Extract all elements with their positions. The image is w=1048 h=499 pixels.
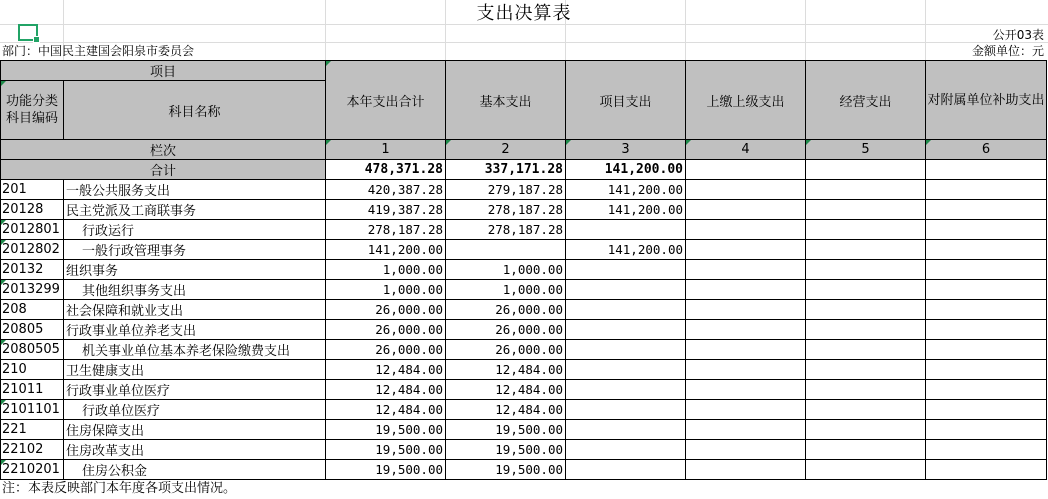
amount-cell[interactable] xyxy=(566,400,686,420)
header-col-business[interactable]: 经营支出 xyxy=(806,61,926,140)
amount-cell[interactable]: 19,500.00 xyxy=(446,420,566,440)
amount-cell[interactable] xyxy=(926,420,1047,440)
subject-code[interactable]: 2210201 xyxy=(1,460,64,480)
amount-cell[interactable]: 26,000.00 xyxy=(446,300,566,320)
amount-cell[interactable] xyxy=(566,440,686,460)
amount-cell[interactable] xyxy=(686,280,806,300)
subject-name[interactable]: 住房保障支出 xyxy=(64,420,326,440)
header-item[interactable]: 项目 xyxy=(1,61,326,81)
amount-cell[interactable] xyxy=(806,460,926,480)
amount-cell[interactable] xyxy=(926,200,1047,220)
subject-code[interactable]: 2080505 xyxy=(1,340,64,360)
total-value[interactable]: 337,171.28 xyxy=(446,160,566,180)
amount-cell[interactable]: 26,000.00 xyxy=(326,320,446,340)
amount-cell[interactable]: 19,500.00 xyxy=(326,440,446,460)
amount-cell[interactable] xyxy=(806,320,926,340)
amount-cell[interactable] xyxy=(926,260,1047,280)
subject-name[interactable]: 社会保障和就业支出 xyxy=(64,300,326,320)
amount-cell[interactable] xyxy=(806,280,926,300)
amount-cell[interactable] xyxy=(806,200,926,220)
amount-cell[interactable] xyxy=(926,300,1047,320)
amount-cell[interactable] xyxy=(926,280,1047,300)
amount-cell[interactable] xyxy=(686,340,806,360)
total-value[interactable] xyxy=(686,160,806,180)
amount-cell[interactable]: 1,000.00 xyxy=(326,260,446,280)
amount-cell[interactable]: 141,200.00 xyxy=(566,180,686,200)
table-row xyxy=(1,380,1047,400)
subject-name[interactable]: 一般公共服务支出 xyxy=(64,180,326,200)
amount-cell[interactable]: 26,000.00 xyxy=(446,340,566,360)
amount-cell[interactable] xyxy=(686,400,806,420)
table-row xyxy=(1,180,1047,200)
amount-cell[interactable] xyxy=(806,380,926,400)
amount-cell[interactable] xyxy=(926,400,1047,420)
page-title: 支出决算表 xyxy=(476,3,572,24)
amount-cell[interactable]: 12,484.00 xyxy=(446,380,566,400)
amount-cell[interactable]: 12,484.00 xyxy=(326,400,446,420)
table-row xyxy=(1,420,1047,440)
subject-code[interactable]: 221 xyxy=(1,420,64,440)
amount-cell[interactable] xyxy=(806,300,926,320)
amount-cell[interactable] xyxy=(566,260,686,280)
col-number-2[interactable]: 2 xyxy=(446,140,566,160)
subject-name[interactable]: 行政运行 xyxy=(64,220,326,240)
amount-cell[interactable] xyxy=(926,220,1047,240)
amount-cell[interactable] xyxy=(566,420,686,440)
amount-cell[interactable] xyxy=(926,440,1047,460)
amount-cell[interactable]: 419,387.28 xyxy=(326,200,446,220)
table-row xyxy=(1,360,1047,380)
subject-code[interactable]: 2012801 xyxy=(1,220,64,240)
table-row xyxy=(1,340,1047,360)
header-col-upper[interactable]: 上缴上级支出 xyxy=(686,61,806,140)
amount-cell[interactable] xyxy=(686,180,806,200)
amount-cell[interactable] xyxy=(566,300,686,320)
amount-cell[interactable] xyxy=(566,360,686,380)
amount-cell[interactable] xyxy=(806,360,926,380)
amount-cell[interactable] xyxy=(806,180,926,200)
amount-cell[interactable] xyxy=(686,240,806,260)
header-col-project[interactable]: 项目支出 xyxy=(566,61,686,140)
table-row xyxy=(1,280,1047,300)
amount-cell[interactable]: 278,187.28 xyxy=(446,220,566,240)
amount-cell[interactable] xyxy=(686,320,806,340)
amount-cell[interactable]: 1,000.00 xyxy=(446,280,566,300)
amount-cell[interactable] xyxy=(926,460,1047,480)
table-row xyxy=(1,460,1047,480)
subject-name[interactable]: 机关事业单位基本养老保险缴费支出 xyxy=(64,340,326,360)
amount-cell[interactable] xyxy=(446,240,566,260)
amount-cell[interactable]: 12,484.00 xyxy=(446,400,566,420)
table-row xyxy=(1,400,1047,420)
total-value[interactable]: 478,371.28 xyxy=(326,160,446,180)
col-number-4[interactable]: 4 xyxy=(686,140,806,160)
table-row xyxy=(1,440,1047,460)
amount-cell[interactable]: 26,000.00 xyxy=(326,300,446,320)
subject-code[interactable]: 21011 xyxy=(1,380,64,400)
subject-code[interactable]: 20805 xyxy=(1,320,64,340)
amount-cell[interactable] xyxy=(686,420,806,440)
subject-name[interactable]: 卫生健康支出 xyxy=(64,360,326,380)
amount-cell[interactable]: 1,000.00 xyxy=(326,280,446,300)
amount-cell[interactable] xyxy=(686,200,806,220)
amount-cell[interactable] xyxy=(926,180,1047,200)
amount-cell[interactable] xyxy=(926,380,1047,400)
amount-cell[interactable]: 12,484.00 xyxy=(326,380,446,400)
amount-cell[interactable] xyxy=(806,260,926,280)
amount-cell[interactable] xyxy=(686,460,806,480)
amount-cell[interactable]: 279,187.28 xyxy=(446,180,566,200)
amount-cell[interactable] xyxy=(926,340,1047,360)
table-row xyxy=(1,240,1047,260)
subject-name[interactable]: 住房改革支出 xyxy=(64,440,326,460)
subject-code[interactable]: 2012802 xyxy=(1,240,64,260)
amount-cell[interactable] xyxy=(806,340,926,360)
header-col-basic[interactable]: 基本支出 xyxy=(446,61,566,140)
col-number-1[interactable]: 1 xyxy=(326,140,446,160)
subject-code[interactable]: 201 xyxy=(1,180,64,200)
amount-cell[interactable] xyxy=(566,280,686,300)
header-lanci[interactable]: 栏次 xyxy=(1,140,326,160)
subject-code[interactable]: 2013299 xyxy=(1,280,64,300)
amount-cell[interactable] xyxy=(686,260,806,280)
table-row xyxy=(1,200,1047,220)
subject-name[interactable]: 民主党派及工商联事务 xyxy=(64,200,326,220)
amount-cell[interactable] xyxy=(806,440,926,460)
table-row xyxy=(1,220,1047,240)
amount-cell[interactable] xyxy=(686,380,806,400)
amount-cell[interactable] xyxy=(566,320,686,340)
subject-code[interactable]: 20128 xyxy=(1,200,64,220)
subject-name[interactable]: 住房公积金 xyxy=(64,460,326,480)
table-row xyxy=(1,260,1047,280)
amount-cell[interactable]: 278,187.28 xyxy=(446,200,566,220)
amount-cell[interactable] xyxy=(566,460,686,480)
header-col-subsidy[interactable]: 对附属单位补助支出 xyxy=(926,61,1047,140)
amount-cell[interactable]: 12,484.00 xyxy=(326,360,446,380)
total-value[interactable] xyxy=(806,160,926,180)
col-number-6[interactable]: 6 xyxy=(926,140,1047,160)
amount-cell[interactable]: 19,500.00 xyxy=(446,440,566,460)
amount-cell[interactable] xyxy=(806,420,926,440)
amount-cell[interactable] xyxy=(686,360,806,380)
subject-code[interactable]: 208 xyxy=(1,300,64,320)
department-label: 部门：中国民主建国会阳泉市委员会 xyxy=(2,44,195,58)
header-code[interactable]: 功能分类科目编码 xyxy=(1,81,64,140)
amount-cell[interactable]: 278,187.28 xyxy=(326,220,446,240)
subject-name[interactable]: 行政单位医疗 xyxy=(64,400,326,420)
header-name[interactable]: 科目名称 xyxy=(64,81,326,140)
amount-cell[interactable]: 26,000.00 xyxy=(446,320,566,340)
expenditure-table xyxy=(0,60,1047,480)
footnote: 注：本表反映部门本年度各项支出情况。 xyxy=(2,481,237,496)
amount-cell[interactable]: 19,500.00 xyxy=(446,460,566,480)
amount-cell[interactable]: 141,200.00 xyxy=(326,240,446,260)
amount-cell[interactable] xyxy=(566,220,686,240)
table-row xyxy=(1,300,1047,320)
amount-cell[interactable] xyxy=(806,400,926,420)
total-label[interactable]: 合计 xyxy=(1,160,326,180)
subject-name[interactable]: 行政事业单位养老支出 xyxy=(64,320,326,340)
amount-cell[interactable] xyxy=(806,240,926,260)
amount-cell[interactable]: 141,200.00 xyxy=(566,240,686,260)
subject-code[interactable]: 22102 xyxy=(1,440,64,460)
amount-cell[interactable] xyxy=(686,300,806,320)
amount-cell[interactable]: 1,000.00 xyxy=(446,260,566,280)
selected-cell-cursor[interactable] xyxy=(18,24,38,41)
subject-code[interactable]: 20132 xyxy=(1,260,64,280)
amount-cell[interactable]: 26,000.00 xyxy=(326,340,446,360)
amount-cell[interactable] xyxy=(926,360,1047,380)
subject-name[interactable]: 组织事务 xyxy=(64,260,326,280)
table-row xyxy=(1,320,1047,340)
amount-cell[interactable] xyxy=(566,340,686,360)
subject-code[interactable]: 210 xyxy=(1,360,64,380)
form-number: 公开03表 xyxy=(992,28,1044,42)
amount-cell[interactable]: 19,500.00 xyxy=(326,460,446,480)
amount-cell[interactable] xyxy=(686,440,806,460)
amount-cell[interactable]: 19,500.00 xyxy=(326,420,446,440)
amount-cell[interactable] xyxy=(686,220,806,240)
amount-cell[interactable] xyxy=(806,220,926,240)
header-col-total[interactable]: 本年支出合计 xyxy=(326,61,446,140)
subject-name[interactable]: 一般行政管理事务 xyxy=(64,240,326,260)
amount-cell[interactable]: 141,200.00 xyxy=(566,200,686,220)
amount-cell[interactable] xyxy=(926,320,1047,340)
unit-label: 金额单位：元 xyxy=(971,44,1044,58)
amount-cell[interactable]: 12,484.00 xyxy=(446,360,566,380)
total-row xyxy=(1,160,1047,180)
col-number-3[interactable]: 3 xyxy=(566,140,686,160)
subject-code[interactable]: 2101101 xyxy=(1,400,64,420)
subject-name[interactable]: 其他组织事务支出 xyxy=(64,280,326,300)
amount-cell[interactable]: 420,387.28 xyxy=(326,180,446,200)
total-value[interactable]: 141,200.00 xyxy=(566,160,686,180)
subject-name[interactable]: 行政事业单位医疗 xyxy=(64,380,326,400)
col-number-5[interactable]: 5 xyxy=(806,140,926,160)
amount-cell[interactable] xyxy=(926,240,1047,260)
total-value[interactable] xyxy=(926,160,1047,180)
amount-cell[interactable] xyxy=(566,380,686,400)
